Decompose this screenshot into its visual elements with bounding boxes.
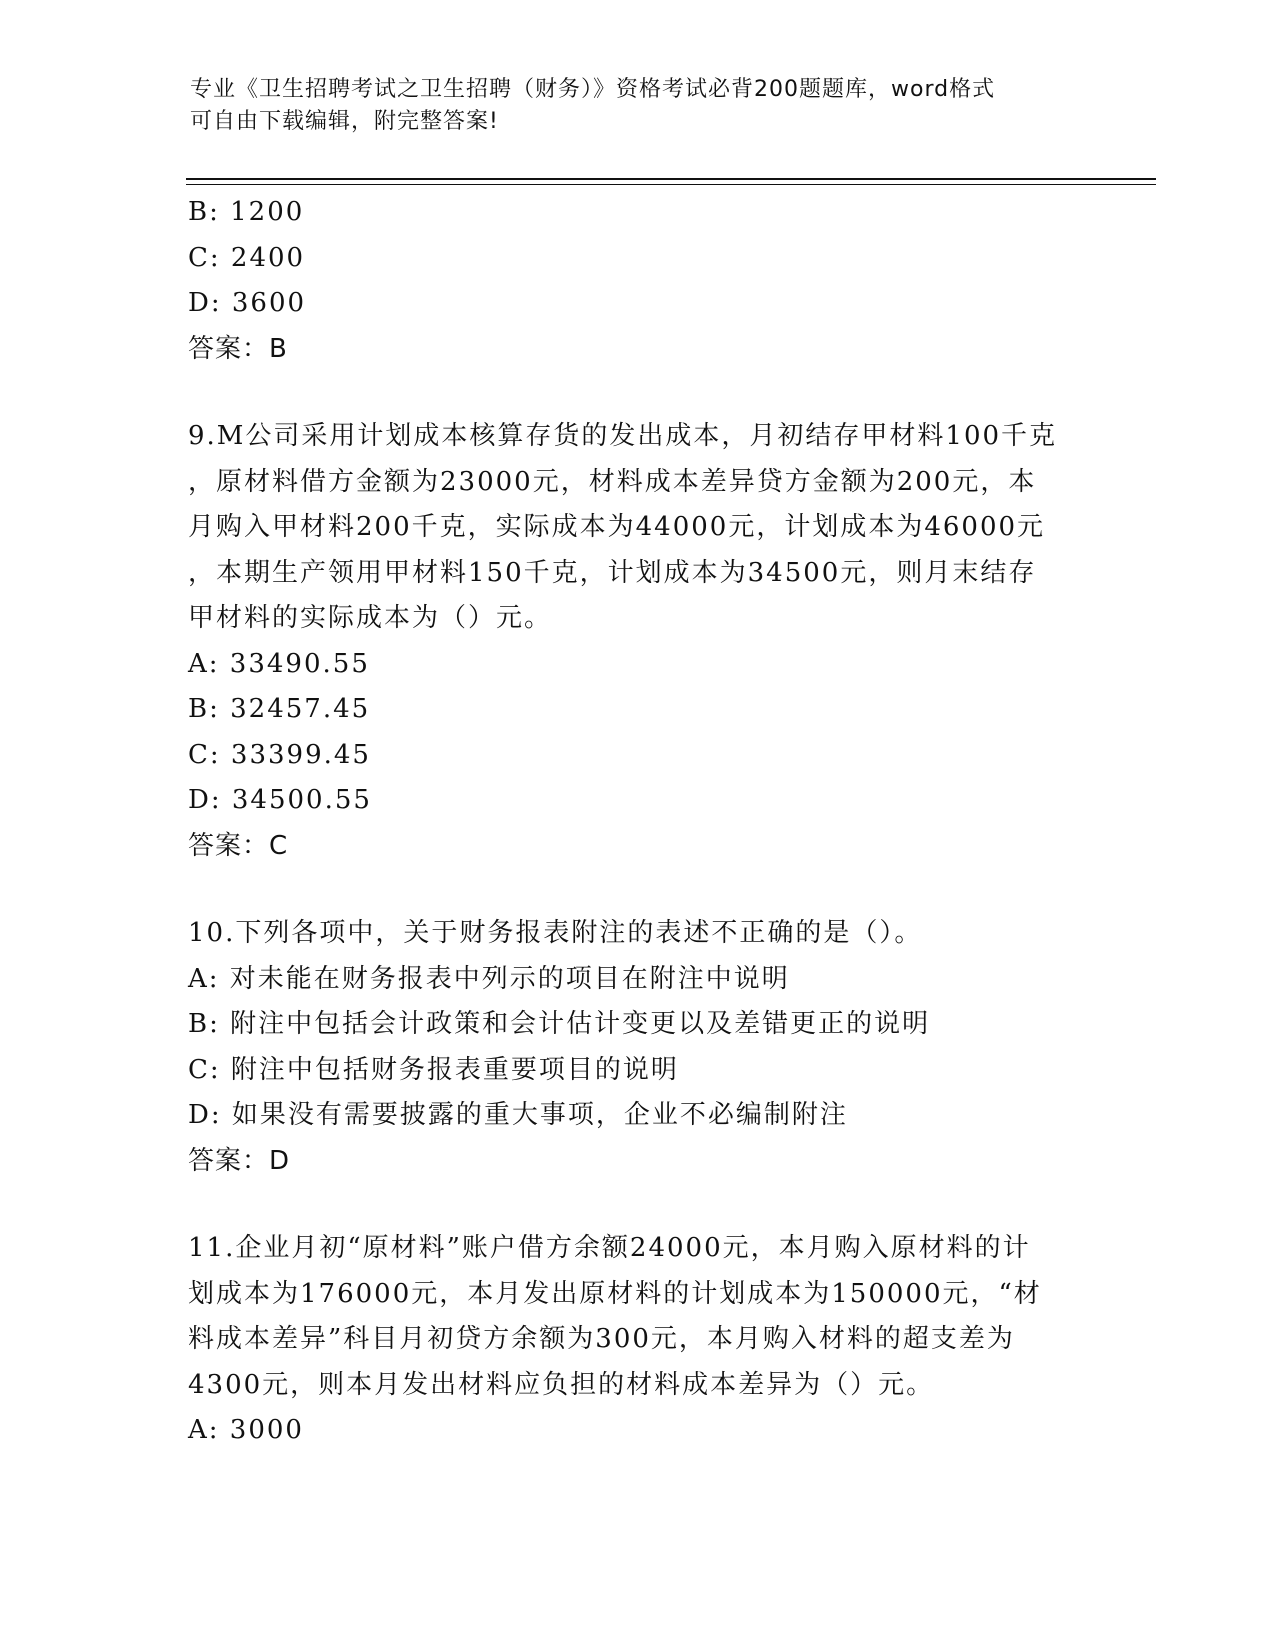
question-text-line: 4300元，则本月发出材料应负担的材料成本差异为（）元。 — [188, 1369, 935, 1400]
header-line-2: 可自由下载编辑，附完整答案! — [190, 109, 499, 134]
option-c: C: 33399.45 — [188, 739, 371, 770]
question-text-line: ，原材料借方金额为23000元，材料成本差异贷方金额为200元，本 — [188, 466, 1037, 497]
option-a: A: 33490.55 — [188, 648, 370, 679]
answer: 答案：C — [188, 830, 289, 861]
option-b: B: 附注中包括会计政策和会计估计变更以及差错更正的说明 — [188, 1009, 931, 1039]
question-text-line: 料成本差异”科目月初贷方余额为300元，本月购入材料的超支差为 — [188, 1324, 1015, 1354]
question-text-line: 10.下列各项中，关于财务报表附注的表述不正确的是（）。 — [188, 918, 923, 948]
document-body — [188, 190, 1088, 1454]
option-d: D: 3600 — [188, 288, 307, 318]
answer: 答案：D — [188, 1145, 291, 1176]
option-a: A: 3000 — [188, 1415, 304, 1445]
header-rule-thin — [186, 184, 1156, 185]
header-line-1: 专业《卫生招聘考试之卫生招聘（财务）》资格考试必背200题题库，word格式 — [190, 77, 996, 102]
question-text-line: 9.M公司采用计划成本核算存货的发出成本，月初结存甲材料100千克 — [188, 421, 1058, 451]
question-10 — [188, 911, 1088, 1184]
page-header — [190, 74, 1070, 138]
question-text-line: 月购入甲材料200千克，实际成本为44000元，计划成本为46000元 — [188, 512, 1046, 542]
option-b: B: 32457.45 — [188, 694, 371, 724]
option-d: D: 34500.55 — [188, 785, 372, 815]
header-rule-thick — [186, 178, 1156, 180]
option-c: C: 附注中包括财务报表重要项目的说明 — [188, 1054, 679, 1085]
question-text-line: 划成本为176000元，本月发出原材料的计划成本为150000元，“材 — [188, 1278, 1042, 1309]
question-9 — [188, 414, 1088, 869]
question-8-tail — [188, 190, 1088, 372]
question-text-line: 甲材料的实际成本为（）元。 — [188, 603, 553, 633]
question-11 — [188, 1226, 1088, 1454]
option-a: A: 对未能在财务报表中列示的项目在附注中说明 — [188, 963, 790, 994]
question-text-line: 11.企业月初“原材料”账户借方余额24000元，本月购入原材料的计 — [188, 1233, 1031, 1263]
option-b: B: 1200 — [188, 197, 305, 227]
question-text-line: ，本期生产领用甲材料150千克，计划成本为34500元，则月末结存 — [188, 557, 1037, 588]
option-c: C: 2400 — [188, 242, 306, 273]
option-d: D: 如果没有需要披露的重大事项，企业不必编制附注 — [188, 1100, 848, 1130]
answer: 答案：B — [188, 333, 288, 364]
